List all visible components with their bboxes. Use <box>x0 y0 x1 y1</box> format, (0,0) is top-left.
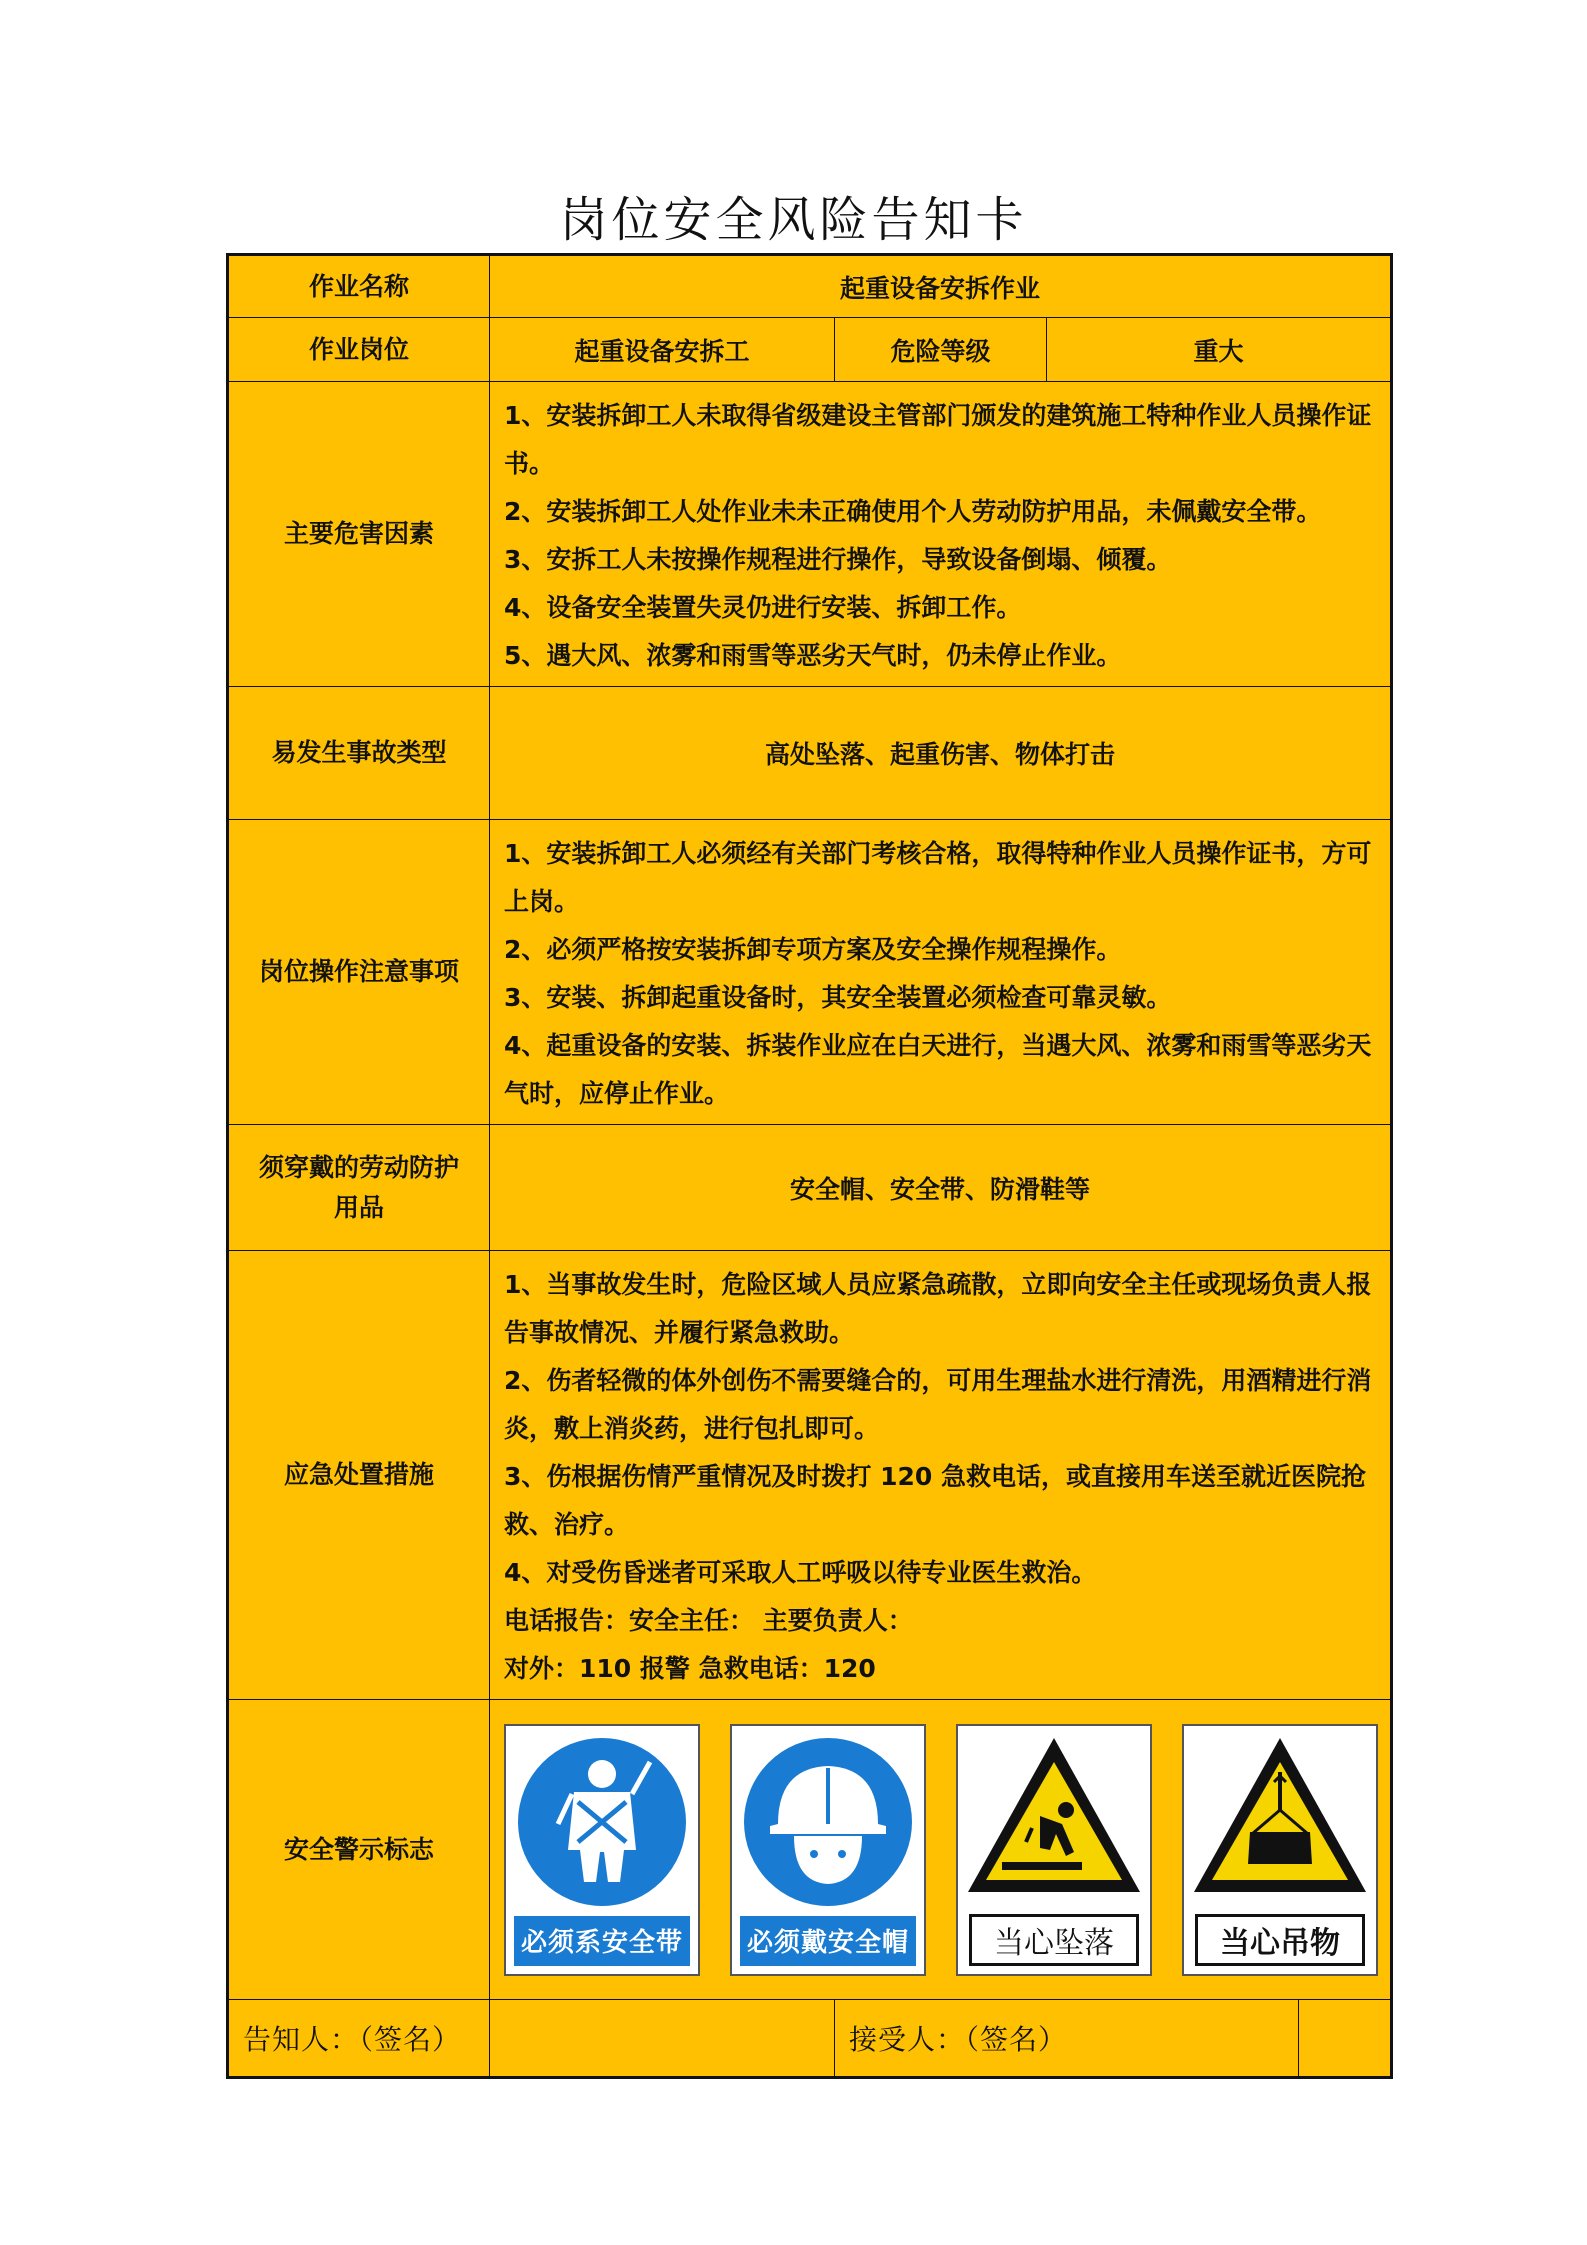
emergency-item: 4、对受伤昏迷者可采取人工呼吸以待专业医生救治。 <box>504 1558 1097 1587</box>
sign-wear-harness <box>504 1724 700 1976</box>
receiver-signature-label <box>835 2000 1299 2078</box>
precaution-item: 4、起重设备的安装、拆装作业应在白天进行，当遇大风、浓雾和雨雪等恶劣天气时，应停止作业。 <box>504 1031 1372 1108</box>
row-hazards <box>228 382 1392 687</box>
ppe-label: 须穿戴的劳动防护用品 <box>228 1125 490 1251</box>
hazard-item: 1、安装拆卸工人未取得省级建设主管部门颁发的建筑施工特种作业人员操作证书。 <box>504 401 1372 478</box>
suspended-load-warning-icon <box>1188 1732 1372 1902</box>
row-signs <box>228 1700 1392 2000</box>
hazard-item: 5、遇大风、浓雾和雨雪等恶劣天气时，仍未停止作业。 <box>504 641 1122 670</box>
safety-helmet-icon <box>738 1732 918 1912</box>
sign-beware-suspended-load <box>1182 1724 1378 1976</box>
precaution-item: 2、必须严格按安装拆卸专项方案及安全操作规程操作。 <box>504 935 1122 964</box>
fall-warning-icon <box>962 1732 1146 1902</box>
precautions-label: 岗位操作注意事项 <box>228 820 490 1125</box>
job-name-value: 起重设备安拆作业 <box>490 255 1392 318</box>
row-signatures <box>228 2000 1392 2078</box>
job-post-label: 作业岗位 <box>228 318 490 382</box>
sign-label: 当心坠落 <box>969 1914 1139 1966</box>
sign-label: 必须戴安全帽 <box>740 1916 916 1966</box>
external-phone-line: 对外：110 报警 急救电话：120 <box>504 1654 876 1683</box>
receiver-signature-text: 接受人：（签名） <box>849 2023 1068 2056</box>
page-title: 岗位安全风险告知卡 <box>559 192 1028 248</box>
hazards-list <box>490 382 1392 687</box>
hazard-item: 2、安装拆卸工人处作业未未正确使用个人劳动防护用品，未佩戴安全带。 <box>504 497 1322 526</box>
row-job-name <box>228 255 1392 318</box>
job-name-label: 作业名称 <box>228 255 490 318</box>
signs-cell <box>490 1700 1392 2000</box>
signs-label: 安全警示标志 <box>228 1700 490 2000</box>
emergency-item: 2、伤者轻微的体外创伤不需要缝合的，可用生理盐水进行清洗，用酒精进行消炎，敷上消炎药，进行包扎即可。 <box>504 1366 1372 1443</box>
receiver-signature-field[interactable] <box>1299 2000 1392 2078</box>
signs-row <box>490 1724 1390 1976</box>
accidents-value: 高处坠落、起重伤害、物体打击 <box>490 687 1392 820</box>
risk-level-label: 危险等级 <box>835 318 1047 382</box>
notifier-signature-label: 告知人：（签名） <box>228 2000 490 2078</box>
sign-wear-helmet <box>730 1724 926 1976</box>
accidents-label: 易发生事故类型 <box>228 687 490 820</box>
hazard-item: 3、安拆工人未按操作规程进行操作，导致设备倒塌、倾覆。 <box>504 545 1172 574</box>
precaution-item: 1、安装拆卸工人必须经有关部门考核合格，取得特种作业人员操作证书，方可上岗。 <box>504 839 1372 916</box>
row-precautions <box>228 820 1392 1125</box>
emergency-item: 3、伤根据伤情严重情况及时拨打 120 急救电话，或直接用车送至就近医院抢救、治疗。 <box>504 1462 1366 1539</box>
row-ppe <box>228 1125 1392 1251</box>
row-accidents <box>228 687 1392 820</box>
risk-notice-card <box>226 253 1393 2079</box>
risk-level-value: 重大 <box>1047 318 1392 382</box>
row-job-post <box>228 318 1392 382</box>
sign-label: 必须系安全带 <box>514 1916 690 1966</box>
sign-beware-fall <box>956 1724 1152 1976</box>
emergency-item: 1、当事故发生时，危险区域人员应紧急疏散，立即向安全主任或现场负责人报告事故情况、并履行紧急救助。 <box>504 1270 1372 1347</box>
row-emergency <box>228 1251 1392 1700</box>
sign-label: 当心吊物 <box>1195 1914 1365 1966</box>
hazard-item: 4、设备安全装置失灵仍进行安装、拆卸工作。 <box>504 593 1022 622</box>
safety-harness-icon <box>512 1732 692 1912</box>
hazards-label: 主要危害因素 <box>228 382 490 687</box>
ppe-value: 安全帽、安全带、防滑鞋等 <box>490 1125 1392 1251</box>
notifier-signature-field[interactable] <box>490 2000 835 2078</box>
emergency-label: 应急处置措施 <box>228 1251 490 1700</box>
emergency-list <box>490 1251 1392 1700</box>
precaution-item: 3、安装、拆卸起重设备时，其安全装置必须检查可靠灵敏。 <box>504 983 1172 1012</box>
job-post-value: 起重设备安拆工 <box>490 318 835 382</box>
phone-report-line: 电话报告：安全主任： 主要负责人： <box>504 1606 913 1635</box>
precautions-list <box>490 820 1392 1125</box>
